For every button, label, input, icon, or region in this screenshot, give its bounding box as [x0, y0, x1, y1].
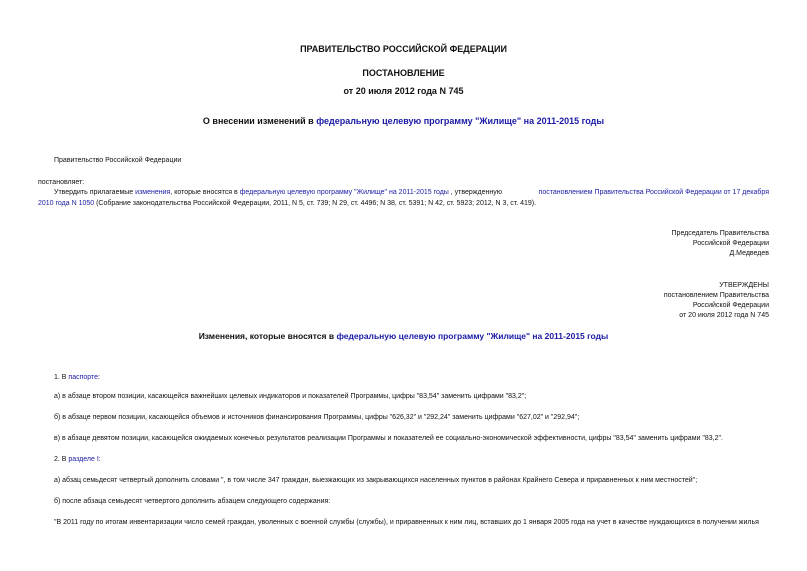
approved-block: [664, 281, 769, 321]
title-prefix: О внесении изменений в: [202, 116, 317, 126]
decides-line: постановляет:: [38, 179, 85, 186]
decree-line-2: 2010 года N 1050 (Собрание законодательства Российской Федерации, 2011, N 5, ст. 739; N 29, ст. 4496; N 38, ст. 5391; N 42, ст. 5923; 2012, N 3, ст. 419).: [38, 200, 537, 207]
item-2a: а) абзац семьдесят четвертый дополнить словами ", в том числе 347 граждан, выезжающих из закрывающихся населенных пунктов в районах Крайнего Севера и приравненных к ним местностей";: [54, 477, 698, 484]
decree-line-1: [54, 188, 769, 197]
section-1-link[interactable]: разделе I: [68, 456, 99, 463]
approved-date: от 20 июля 2012 года N 745: [679, 312, 769, 319]
item-2-quote: "В 2011 году по итогам инвентаризации число семей граждан, уволенных с военной службы (службы), и приравненных к ним лиц, вставших до 1 января 2005 года на учет в качестве нуждающихся в получении жилья: [54, 519, 759, 526]
resolution-link-cont[interactable]: 2010 года N 1050: [38, 200, 95, 207]
doc-type-heading: ПОСТАНОВЛЕНИЕ: [362, 68, 445, 78]
item-2b: б) после абзаца семьдесят четвертого дополнить абзацем следующего содержания:: [54, 498, 331, 505]
approved-label: УТВЕРЖДЕНЫ: [719, 282, 769, 289]
signature-name: Д.Медведев: [729, 250, 769, 257]
program-link-3[interactable]: федеральную целевую программу "Жилище" на 2011-2015 годы: [336, 331, 609, 341]
item-1b: б) в абзаце первом позиции, касающейся объемов и источников финансирования Программы, цифры "626,32" и "292,24" заменить цифрами "627,02" и "292,94";: [54, 414, 580, 421]
government-heading: ПРАВИТЕЛЬСТВО РОССИЙСКОЙ ФЕДЕРАЦИИ: [300, 44, 507, 54]
document-title: [0, 116, 807, 126]
program-link-2[interactable]: федеральную целевую программу "Жилище" на 2011-2015 годы: [239, 189, 449, 196]
approved-by: постановлением Правительства: [663, 292, 769, 299]
item-1a: а) в абзаце втором позиции, касающейся важнейших целевых индикаторов и показателей Программы, цифры "83,54" заменить цифрами "83,2";: [54, 393, 527, 400]
changes-link[interactable]: изменения: [135, 189, 171, 196]
date-number-heading: от 20 июля 2012 года N 745: [343, 86, 464, 96]
program-link[interactable]: федеральную целевую программу "Жилище" на 2011-2015 годы: [316, 116, 605, 126]
item-1c: в) в абзаце девятом позиции, касающейся ожидаемых конечных результатов реализации Программы и показателей ее социально-экономической эффективности, цифры "83,54" заменить цифрами "83,2".: [54, 435, 723, 442]
passport-link[interactable]: паспорте: [68, 374, 99, 381]
signature-country: Российской Федерации: [692, 240, 769, 247]
decree-text: Утвердить прилагаемые изменения, которые вносятся в федеральную целевую программу "Жилище" на 2011-2015 годы , утвержденную: [54, 189, 502, 196]
approved-country: Российской Федерации: [692, 302, 769, 309]
item-1: 1. В паспорте:: [54, 374, 100, 381]
signature-position: Председатель Правительства: [671, 230, 769, 237]
gov-line: Правительство Российской Федерации: [54, 157, 182, 164]
signature-block: [672, 229, 769, 259]
changes-title: Изменения, которые вносятся в федеральную целевую программу "Жилище" на 2011-2015 годы: [198, 331, 609, 341]
resolution-link[interactable]: постановлением Правительства Российской Федерации от 17 декабря: [538, 189, 769, 196]
item-2: 2. В разделе I:: [54, 456, 101, 463]
